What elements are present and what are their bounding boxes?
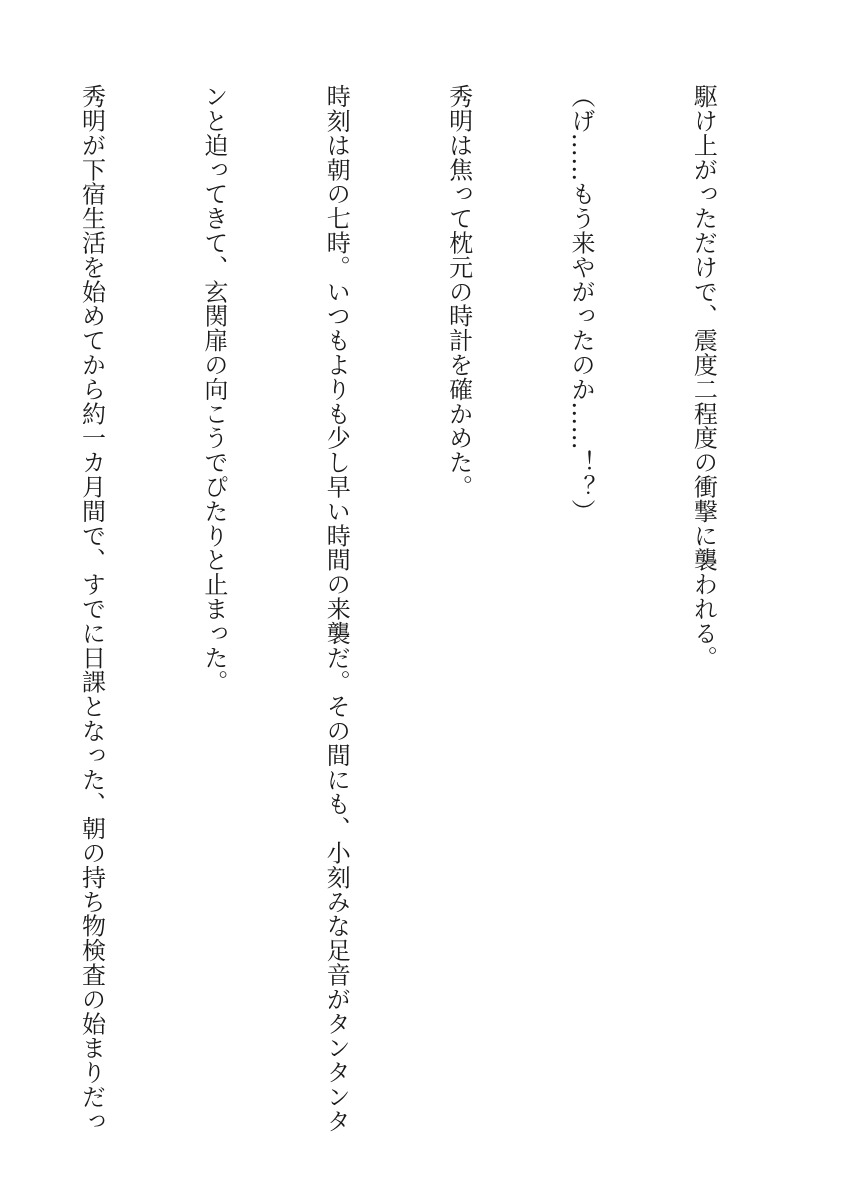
vertical-text-body bbox=[0, 84, 805, 1164]
text-line-3: 秀明は焦って枕元の時計を確かめた。 bbox=[444, 84, 473, 499]
text-line-4: 時刻は朝の七時。いつもよりも少し早い時間の来襲だ。その間にも、小刻みな足音がタンタンタ bbox=[322, 84, 351, 1134]
text-line-2: （げ……もう来やがったのか……！？） bbox=[567, 84, 596, 524]
text-line-1: 駆け上がっただけで、震度二程度の衝撃に襲われる。 bbox=[689, 84, 718, 670]
text-line-6: 秀明が下宿生活を始めてから約一カ月間で、すでに日課となった、朝の持ち物検査の始まりだっ bbox=[77, 84, 106, 1134]
text-line-5: ンと迫ってきて、玄関扉の向こうでぴたりと止まった。 bbox=[199, 84, 228, 694]
